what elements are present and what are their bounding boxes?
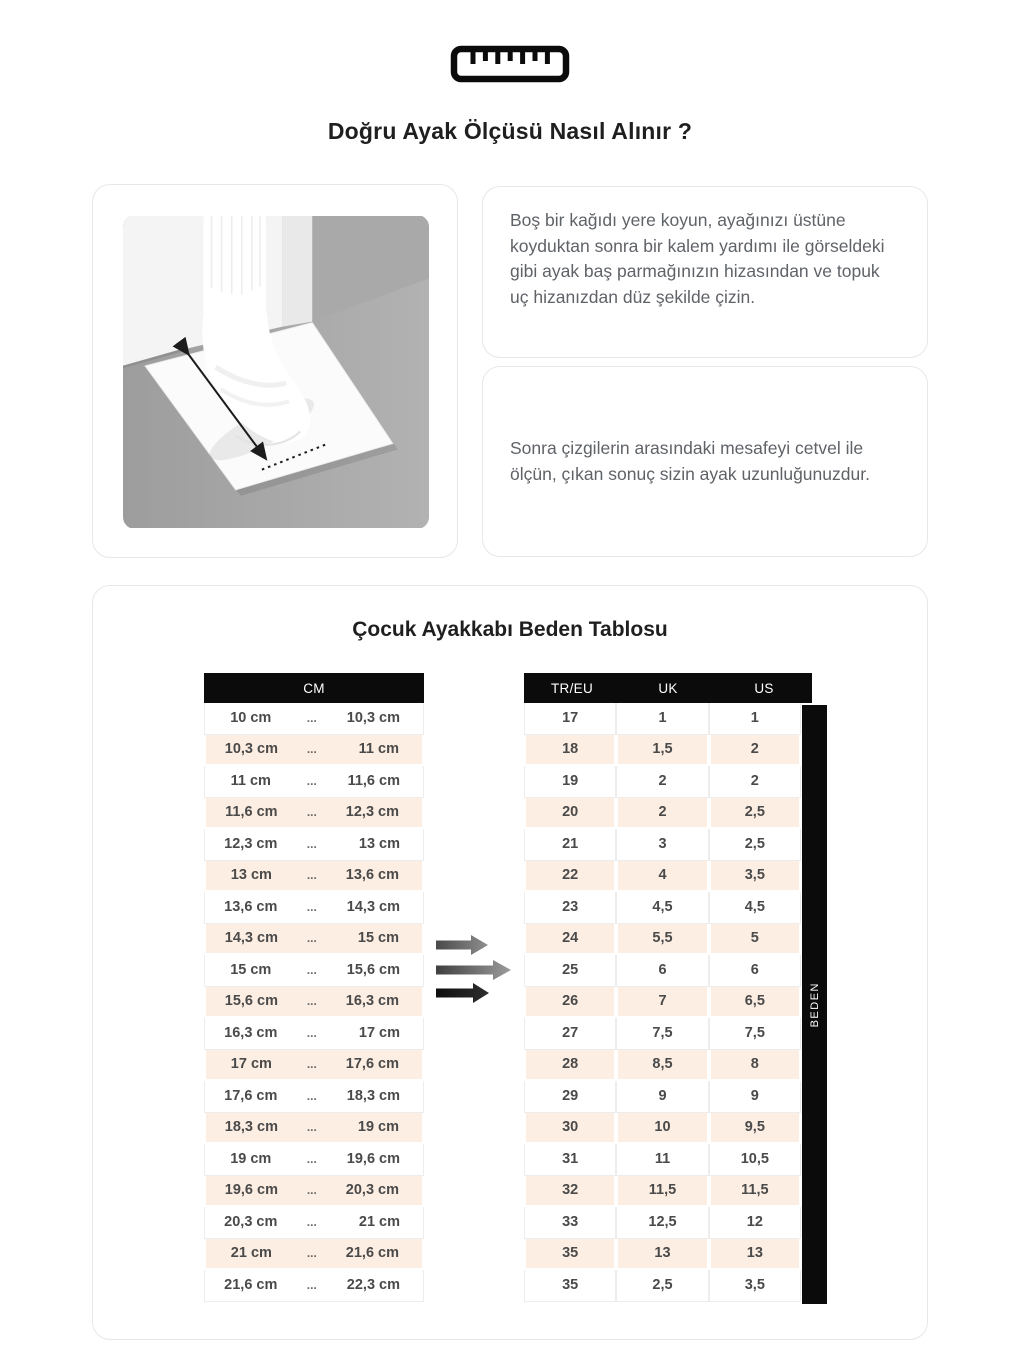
range-separator: ... xyxy=(306,1026,317,1041)
us-value: 2,5 xyxy=(709,829,801,861)
range-separator: ... xyxy=(306,1089,317,1104)
table-row xyxy=(204,703,424,735)
range-separator: ... xyxy=(306,931,317,946)
us-value: 6,5 xyxy=(709,987,801,1019)
cm-from-value: 10,3 cm xyxy=(224,741,278,758)
cm-to-value: 16,3 cm xyxy=(345,993,399,1010)
tr-eu-header-label: TR/EU xyxy=(551,680,593,696)
table-row xyxy=(204,1239,424,1271)
table-row xyxy=(204,829,424,861)
us-value: 2 xyxy=(709,735,801,767)
tr-eu-value: 30 xyxy=(524,1113,616,1145)
uk-value: 3 xyxy=(616,829,708,861)
uk-value: 10 xyxy=(616,1113,708,1145)
table-row xyxy=(524,829,801,861)
uk-value: 7 xyxy=(616,987,708,1019)
uk-value: 11,5 xyxy=(616,1176,708,1208)
table-row xyxy=(204,1144,424,1176)
tr-eu-value: 17 xyxy=(524,703,616,735)
table-row xyxy=(524,798,801,830)
cm-to-value: 10,3 cm xyxy=(346,710,400,727)
table-row xyxy=(524,1081,801,1113)
range-separator: ... xyxy=(306,868,317,883)
range-separator: ... xyxy=(306,742,317,757)
us-value: 1 xyxy=(709,703,801,735)
uk-value: 8,5 xyxy=(616,1050,708,1082)
uk-value: 1 xyxy=(616,703,708,735)
us-value: 9,5 xyxy=(709,1113,801,1145)
cm-from-value: 15 cm xyxy=(230,962,272,979)
table-row xyxy=(204,955,424,987)
uk-header-label: UK xyxy=(658,680,678,696)
size-table-body xyxy=(524,703,801,1302)
us-value: 10,5 xyxy=(709,1144,801,1176)
table-row xyxy=(524,1207,801,1239)
tr-eu-value: 20 xyxy=(524,798,616,830)
cm-to-value: 21,6 cm xyxy=(345,1245,399,1262)
us-value: 2,5 xyxy=(709,798,801,830)
range-separator: ... xyxy=(306,1120,317,1135)
tr-eu-value: 28 xyxy=(524,1050,616,1082)
tr-eu-value: 32 xyxy=(524,1176,616,1208)
table-row xyxy=(524,1113,801,1145)
cm-to-value: 17 cm xyxy=(358,1025,400,1042)
us-value: 7,5 xyxy=(709,1018,801,1050)
tr-eu-value: 31 xyxy=(524,1144,616,1176)
table-row xyxy=(204,1207,424,1239)
range-separator: ... xyxy=(306,1246,317,1261)
cm-to-value: 20,3 cm xyxy=(345,1182,399,1199)
cm-to-value: 15 cm xyxy=(357,930,399,947)
cm-to-value: 14,3 cm xyxy=(346,899,400,916)
cm-from-value: 21 cm xyxy=(230,1245,272,1262)
tr-eu-value: 22 xyxy=(524,861,616,893)
tr-eu-value: 26 xyxy=(524,987,616,1019)
table-row xyxy=(204,1270,424,1302)
uk-value: 4 xyxy=(616,861,708,893)
cm-from-value: 11,6 cm xyxy=(225,804,278,821)
uk-value: 11 xyxy=(616,1144,708,1176)
uk-value: 7,5 xyxy=(616,1018,708,1050)
table-row xyxy=(204,766,424,798)
range-separator: ... xyxy=(306,1152,317,1167)
cm-to-value: 17,6 cm xyxy=(345,1056,399,1073)
table-row xyxy=(204,892,424,924)
size-table-title: Çocuk Ayakkabı Beden Tablosu xyxy=(352,618,668,641)
ruler-icon xyxy=(0,44,1020,84)
us-value: 2 xyxy=(709,766,801,798)
range-separator: ... xyxy=(306,1183,317,1198)
us-value: 4,5 xyxy=(709,892,801,924)
uk-value: 5,5 xyxy=(616,924,708,956)
instruction-card-step2 xyxy=(482,366,928,557)
table-row xyxy=(524,1144,801,1176)
cm-from-value: 13,6 cm xyxy=(224,899,278,916)
table-row xyxy=(524,955,801,987)
cm-table-body xyxy=(204,703,424,1302)
tr-eu-value: 29 xyxy=(524,1081,616,1113)
tr-eu-value: 33 xyxy=(524,1207,616,1239)
cm-to-value: 18,3 cm xyxy=(346,1088,400,1105)
cm-from-value: 11 cm xyxy=(230,773,271,790)
uk-value: 6 xyxy=(616,955,708,987)
tr-eu-value: 25 xyxy=(524,955,616,987)
instruction-text-step2: Sonra çizgilerin arasındaki mesafeyi cetvel ile ölçün, çıkan sonuç sizin ayak uzunluğunuzdur. xyxy=(510,438,870,484)
uk-value: 1,5 xyxy=(616,735,708,767)
cm-to-value: 12,3 cm xyxy=(345,804,399,821)
cm-to-value: 13,6 cm xyxy=(345,867,399,884)
us-value: 5 xyxy=(709,924,801,956)
cm-from-value: 19,6 cm xyxy=(224,1182,278,1199)
table-row xyxy=(204,1050,424,1082)
cm-from-value: 17,6 cm xyxy=(224,1088,278,1105)
cm-from-value: 15,6 cm xyxy=(224,993,278,1010)
range-separator: ... xyxy=(306,1278,317,1293)
cm-from-value: 21,6 cm xyxy=(224,1277,278,1294)
table-row xyxy=(524,1018,801,1050)
table-row xyxy=(204,1081,424,1113)
table-row xyxy=(204,735,424,767)
uk-value: 9 xyxy=(616,1081,708,1113)
table-row xyxy=(524,861,801,893)
cm-to-value: 11 cm xyxy=(358,741,399,758)
size-conversion-table xyxy=(524,673,801,1302)
cm-from-value: 16,3 cm xyxy=(224,1025,278,1042)
cm-to-value: 21 cm xyxy=(358,1214,400,1231)
table-row xyxy=(204,1018,424,1050)
cm-to-value: 13 cm xyxy=(358,836,400,853)
size-table-card xyxy=(92,585,928,1340)
table-row xyxy=(524,987,801,1019)
table-row xyxy=(524,924,801,956)
cm-from-value: 19 cm xyxy=(230,1151,272,1168)
cm-from-value: 10 cm xyxy=(230,710,272,727)
us-header-label: US xyxy=(754,680,774,696)
range-separator: ... xyxy=(306,963,317,978)
table-row xyxy=(524,703,801,735)
us-value: 11,5 xyxy=(709,1176,801,1208)
table-row xyxy=(204,987,424,1019)
measurement-photo-card xyxy=(92,184,458,558)
uk-value: 2,5 xyxy=(616,1270,708,1302)
cm-from-value: 12,3 cm xyxy=(224,836,278,853)
us-value: 9 xyxy=(709,1081,801,1113)
cm-from-value: 18,3 cm xyxy=(224,1119,278,1136)
instruction-card-step1 xyxy=(482,186,928,358)
tr-eu-value: 35 xyxy=(524,1270,616,1302)
uk-value: 13 xyxy=(616,1239,708,1271)
page-title: Doğru Ayak Ölçüsü Nasıl Alınır ? xyxy=(327,118,693,144)
table-row xyxy=(204,861,424,893)
cm-to-value: 19,6 cm xyxy=(346,1151,400,1168)
size-transfer-arrows-icon xyxy=(431,918,521,1011)
table-row xyxy=(524,892,801,924)
uk-value: 2 xyxy=(616,798,708,830)
tr-eu-value: 19 xyxy=(524,766,616,798)
range-separator: ... xyxy=(306,1215,317,1230)
table-row xyxy=(204,1113,424,1145)
uk-value: 2 xyxy=(616,766,708,798)
us-value: 12 xyxy=(709,1207,801,1239)
range-separator: ... xyxy=(306,837,317,852)
tr-eu-value: 21 xyxy=(524,829,616,861)
uk-value: 4,5 xyxy=(616,892,708,924)
us-value: 8 xyxy=(709,1050,801,1082)
us-value: 13 xyxy=(709,1239,801,1271)
instruction-text-step1: Boş bir kağıdı yere koyun, ayağınızı üstüne koyduktan sonra bir kalem yardımı ile görseldeki gibi ayak baş parmağınızın hizasından ve topuk uç hizanızdan düz şekilde çizin. xyxy=(510,210,885,307)
table-row xyxy=(524,1270,801,1302)
table-row xyxy=(524,1050,801,1082)
beden-vertical-label: BEDEN xyxy=(802,705,827,1304)
range-separator: ... xyxy=(306,711,317,726)
table-row xyxy=(524,766,801,798)
table-row xyxy=(204,924,424,956)
range-separator: ... xyxy=(306,774,317,789)
cm-from-value: 13 cm xyxy=(230,867,272,884)
range-separator: ... xyxy=(306,805,317,820)
cm-header-label: CM xyxy=(303,680,325,696)
cm-from-value: 14,3 cm xyxy=(224,930,278,947)
cm-table-header xyxy=(204,673,424,703)
table-row xyxy=(524,1176,801,1208)
table-row xyxy=(204,1176,424,1208)
cm-to-value: 22,3 cm xyxy=(346,1277,400,1294)
range-separator: ... xyxy=(306,1057,317,1072)
cm-table xyxy=(204,673,424,1302)
size-table-header xyxy=(524,673,812,703)
tr-eu-value: 27 xyxy=(524,1018,616,1050)
cm-from-value: 20,3 cm xyxy=(224,1214,278,1231)
foot-on-paper-photo xyxy=(123,215,429,529)
table-row xyxy=(524,1239,801,1271)
tr-eu-value: 23 xyxy=(524,892,616,924)
range-separator: ... xyxy=(306,994,317,1009)
range-separator: ... xyxy=(306,900,317,915)
cm-to-value: 11,6 cm xyxy=(347,773,400,790)
cm-from-value: 17 cm xyxy=(230,1056,272,1073)
table-row xyxy=(524,735,801,767)
tr-eu-value: 24 xyxy=(524,924,616,956)
tr-eu-value: 18 xyxy=(524,735,616,767)
tr-eu-value: 35 xyxy=(524,1239,616,1271)
cm-to-value: 19 cm xyxy=(357,1119,399,1136)
cm-to-value: 15,6 cm xyxy=(346,962,400,979)
us-value: 6 xyxy=(709,955,801,987)
us-value: 3,5 xyxy=(709,1270,801,1302)
us-value: 3,5 xyxy=(709,861,801,893)
uk-value: 12,5 xyxy=(616,1207,708,1239)
table-row xyxy=(204,798,424,830)
